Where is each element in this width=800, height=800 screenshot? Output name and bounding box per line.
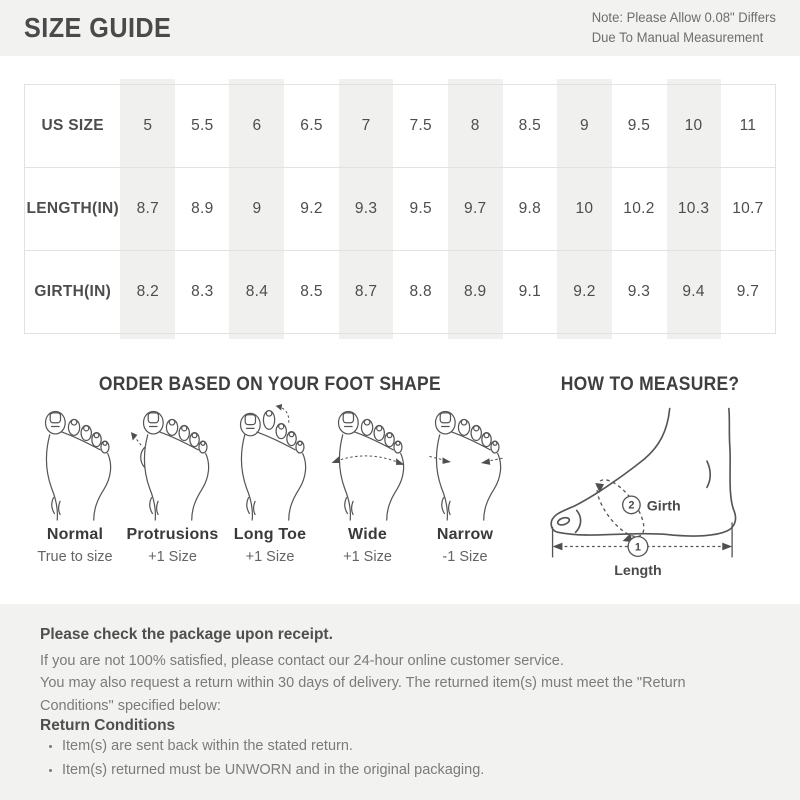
girth-label: Girth bbox=[646, 498, 681, 515]
package-heading: Please check the package upon receipt. bbox=[40, 626, 333, 643]
row-label-girth: GIRTH(IN) bbox=[25, 251, 121, 334]
length-number: 1 bbox=[634, 541, 642, 554]
how-to-measure-section bbox=[516, 374, 776, 590]
foot-name: Wide bbox=[348, 526, 387, 543]
length-cell: 8.7 bbox=[121, 168, 176, 251]
foot-shape-section bbox=[24, 374, 516, 590]
girth-cell: 9.1 bbox=[503, 251, 558, 334]
length-cell: 10.7 bbox=[721, 168, 776, 251]
girth-cell: 9.2 bbox=[557, 251, 612, 334]
size-cell: 6.5 bbox=[284, 85, 339, 168]
length-cell: 9.2 bbox=[284, 168, 339, 251]
foot-name: Narrow bbox=[436, 526, 494, 543]
foot-advice: +1 Size bbox=[343, 549, 392, 565]
girth-cell: 9.4 bbox=[666, 251, 721, 334]
table-row-length bbox=[25, 168, 776, 251]
girth-number: 2 bbox=[628, 499, 635, 512]
foot-item-long-toe bbox=[223, 404, 317, 565]
return-condition-item: • Item(s) are sent back within the stated return. bbox=[62, 735, 760, 758]
girth-cell: 8.9 bbox=[448, 251, 503, 334]
length-cell: 9.3 bbox=[339, 168, 394, 251]
length-label: Length bbox=[614, 562, 662, 579]
foot-advice: -1 Size bbox=[442, 549, 488, 565]
size-cell: 9.5 bbox=[612, 85, 667, 168]
measurement-note-line2: Due To Manual Measurement bbox=[591, 30, 764, 45]
size-table bbox=[24, 84, 776, 334]
girth-cell: 8.5 bbox=[284, 251, 339, 334]
return-conditions-heading: Return Conditions bbox=[40, 717, 176, 735]
foot-item-normal bbox=[28, 404, 122, 565]
length-cell: 9.7 bbox=[448, 168, 503, 251]
size-cell: 6 bbox=[230, 85, 285, 168]
foot-narrow-icon bbox=[418, 404, 512, 521]
foot-advice: +1 Size bbox=[148, 549, 197, 565]
girth-cell: 8.8 bbox=[393, 251, 448, 334]
length-cell: 10 bbox=[557, 168, 612, 251]
page-title: SIZE GUIDE bbox=[24, 12, 172, 43]
middle-section bbox=[0, 374, 800, 590]
length-cell: 10.2 bbox=[612, 168, 667, 251]
foot-name: Long Toe bbox=[233, 526, 307, 543]
foot-protrusions-icon bbox=[126, 404, 220, 521]
girth-cell: 8.7 bbox=[339, 251, 394, 334]
foot-normal-icon bbox=[28, 404, 122, 521]
length-cell: 9.8 bbox=[503, 168, 558, 251]
foot-shape-title: ORDER BASED ON YOUR FOOT SHAPE bbox=[98, 374, 442, 395]
how-to-measure-title: HOW TO MEASURE? bbox=[560, 374, 740, 395]
size-cell: 5 bbox=[121, 85, 176, 168]
size-cell: 10 bbox=[666, 85, 721, 168]
length-cell: 9 bbox=[230, 168, 285, 251]
foot-item-protrusions bbox=[126, 404, 220, 565]
girth-cell: 9.7 bbox=[721, 251, 776, 334]
measurement-note-line1: Note: Please Allow 0.08" Differs bbox=[591, 9, 776, 25]
foot-wide-icon bbox=[321, 404, 415, 521]
girth-cell: 9.3 bbox=[612, 251, 667, 334]
row-label-length: LENGTH(IN) bbox=[25, 168, 121, 251]
foot-item-narrow bbox=[418, 404, 512, 565]
length-cell: 9.5 bbox=[393, 168, 448, 251]
measure-figure bbox=[524, 404, 776, 590]
size-table-section bbox=[24, 84, 776, 334]
foot-advice: +1 Size bbox=[245, 549, 295, 565]
policy-line-2: You may also request a return within 30 days of delivery. The returned item(s) must meet the "Return Conditions" specified below: bbox=[40, 675, 686, 714]
policy-line-1: If you are not 100% satisfied, please contact our 24-hour online customer service. bbox=[40, 653, 564, 669]
return-condition-item: • Item(s) returned must be UNWORN and in the original packaging. bbox=[62, 759, 760, 782]
foot-advice: True to size bbox=[37, 549, 113, 565]
length-cell: 10.3 bbox=[666, 168, 721, 251]
foot-name: Protrusions bbox=[126, 526, 219, 543]
measurement-note bbox=[592, 8, 776, 49]
size-cell: 7 bbox=[339, 85, 394, 168]
return-conditions-list bbox=[40, 735, 760, 781]
foot-long-toe-icon bbox=[223, 404, 317, 521]
feet-row bbox=[24, 404, 516, 565]
girth-cell: 8.2 bbox=[121, 251, 176, 334]
girth-cell: 8.3 bbox=[175, 251, 230, 334]
row-label-us-size: US SIZE bbox=[25, 85, 121, 168]
length-cell: 8.9 bbox=[175, 168, 230, 251]
size-cell: 9 bbox=[557, 85, 612, 168]
size-cell: 7.5 bbox=[393, 85, 448, 168]
return-policy-section bbox=[0, 604, 800, 800]
header bbox=[0, 0, 800, 56]
size-cell: 5.5 bbox=[175, 85, 230, 168]
measure-foot-diagram bbox=[546, 404, 754, 585]
girth-cell: 8.4 bbox=[230, 251, 285, 334]
foot-name: Normal bbox=[46, 526, 104, 543]
table-row-girth bbox=[25, 251, 776, 334]
size-cell: 11 bbox=[721, 85, 776, 168]
size-cell: 8 bbox=[448, 85, 503, 168]
size-cell: 8.5 bbox=[503, 85, 558, 168]
foot-item-wide bbox=[321, 404, 415, 565]
table-row-us-size bbox=[25, 85, 776, 168]
